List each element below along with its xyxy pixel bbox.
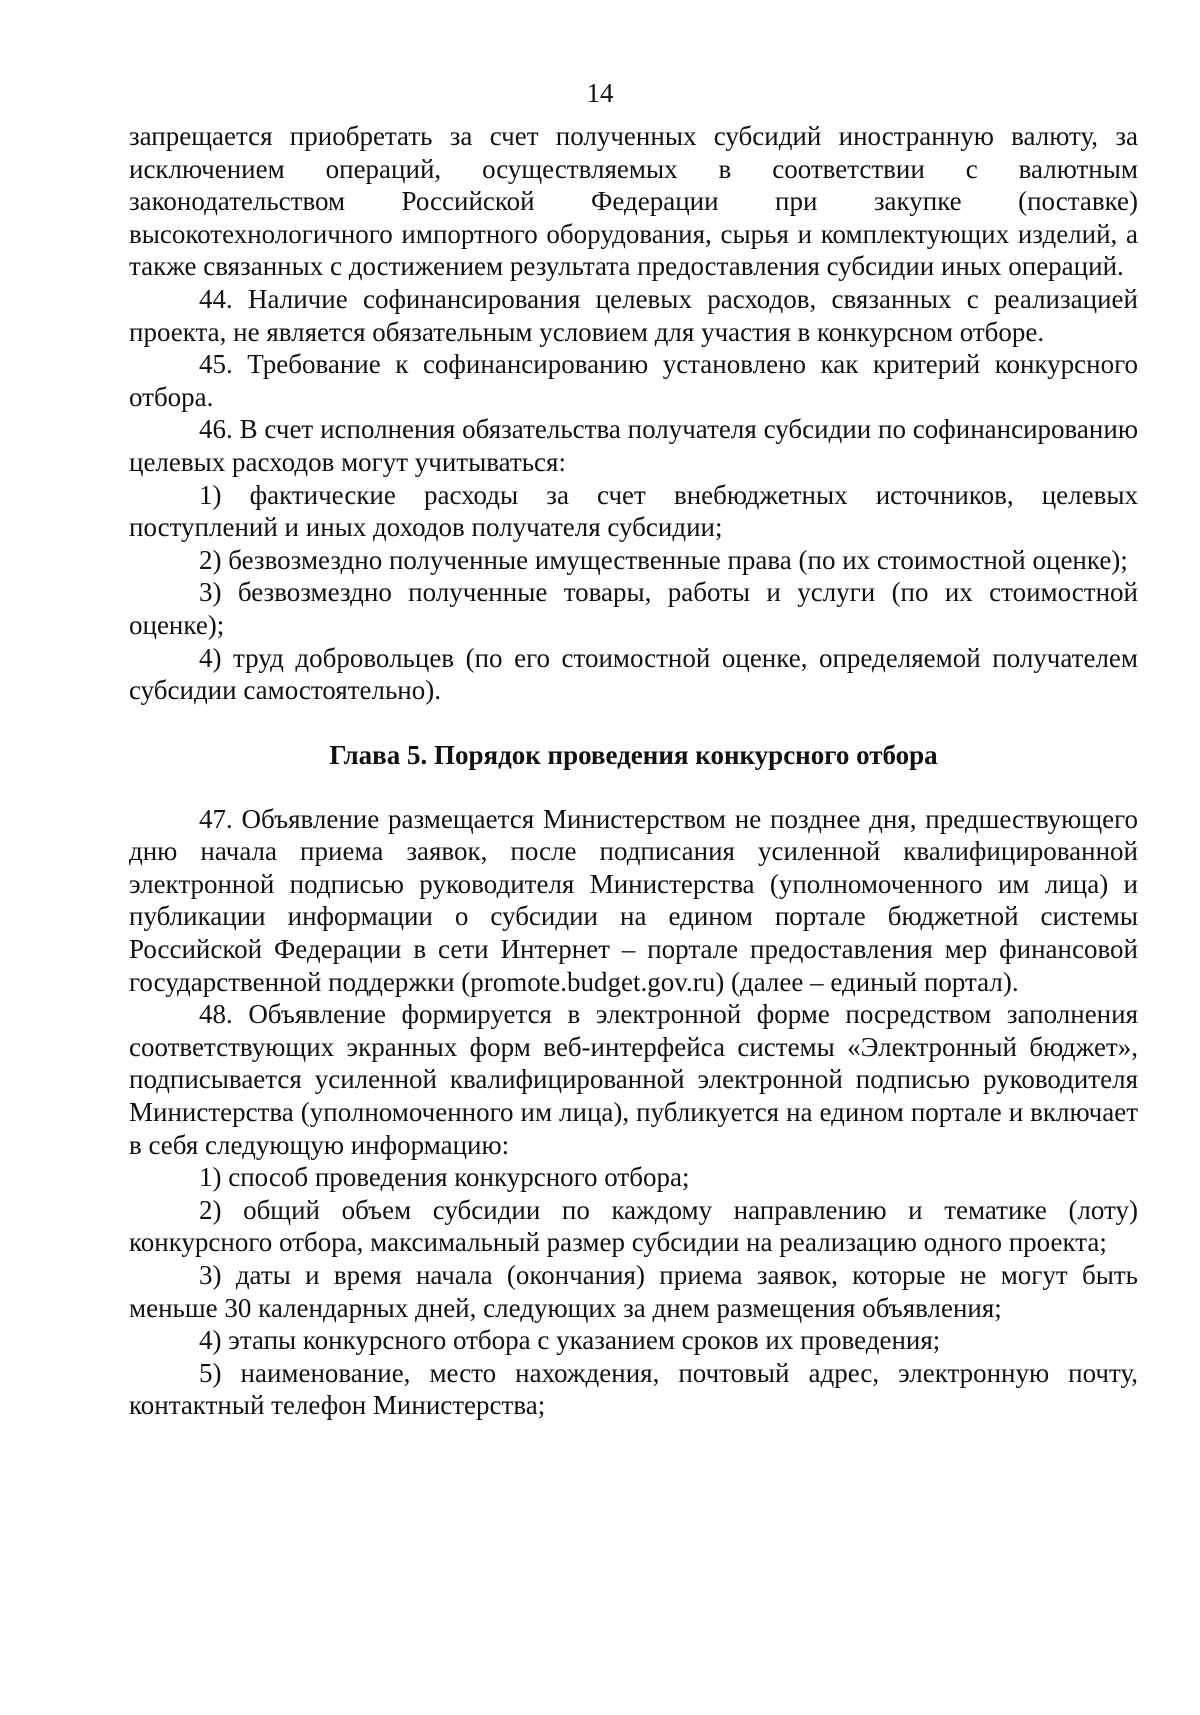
list-item-48-3: 3) даты и время начала (окончания) приема заявок, которые не могут быть меньше 30 календарных дней, следующих за днем размещения объявления; xyxy=(129,1260,1138,1323)
chapter-heading: Глава 5. Порядок проведения конкурсного отбора xyxy=(329,739,938,770)
paragraph-47: 47. Объявление размещается Министерством не позднее дня, предшествующего дню начала приема заявок, после подписания усиленной квалифицированной электронной подписью руководителя Министерства (уполномоченного им лица) и публикации информации о субсидии на едином портале бюджетной системы Российской Федерации в сети Интернет – портале предоставления мер финансовой государственной поддержки (promote.budget.gov.ru) (далее – единый портал). xyxy=(129,803,1138,997)
list-item-46-1: 1) фактические расходы за счет внебюджетных источников, целевых поступлений и иных доходов получателя субсидии; xyxy=(129,479,1138,543)
list-item-46-4: 4) труд добровольцев (по его стоимостной оценке, определяемой получателем субсидии самостоятельно). xyxy=(129,642,1138,706)
document-body xyxy=(129,120,1138,1422)
list-item-48-4: 4) этапы конкурсного отбора с указанием сроков их проведения; xyxy=(199,1325,941,1356)
page-number: 14 xyxy=(586,78,614,108)
list-item-48-5: 5) наименование, место нахождения, почтовый адрес, электронную почту, контактный телефон Министерства; xyxy=(129,1357,1138,1421)
list-item-48-2: 2) общий объем субсидии по каждому направлению и тематике (лоту) конкурсного отбора, максимальный размер субсидии на реализацию одного проекта; xyxy=(129,1194,1138,1258)
list-item-48-1: 1) способ проведения конкурсного отбора; xyxy=(199,1162,690,1193)
paragraph-48: 48. Объявление формируется в электронной форме посредством заполнения соответствующих экранных форм веб-интерфейса системы «Электронный бюджет», подписывается усиленной квалифицированной электронной подписью руководителя Министерства (уполномоченного им лица), публикуется на едином портале и включает в себя следующую информацию: xyxy=(129,999,1138,1160)
paragraph-continuation: запрещается приобретать за счет полученных субсидий иностранную валюту, за исключением операций, осуществляемых в соответствии с валютным законодательством Российской Федерации при закупке (поставке) высокотехнологичного импортного оборудования, сырья и комплектующих изделий, а также связанных с достижением результата предоставления субсидии иных операций. xyxy=(129,121,1138,282)
paragraph-46: 46. В счет исполнения обязательства получателя субсидии по софинансированию целевых расходов могут учитываться: xyxy=(129,414,1138,477)
paragraph-44: 44. Наличие софинансирования целевых расходов, связанных с реализацией проекта, не является обязательным условием для участия в конкурсном отборе. xyxy=(129,283,1138,347)
list-item-46-3: 3) безвозмездно полученные товары, работы и услуги (по их стоимостной оценке); xyxy=(129,577,1138,640)
paragraph-45: 45. Требование к софинансированию установлено как критерий конкурсного отбора. xyxy=(129,349,1138,412)
list-item-46-2: 2) безвозмездно полученные имущественные права (по их стоимостной оценке); xyxy=(199,544,1128,575)
